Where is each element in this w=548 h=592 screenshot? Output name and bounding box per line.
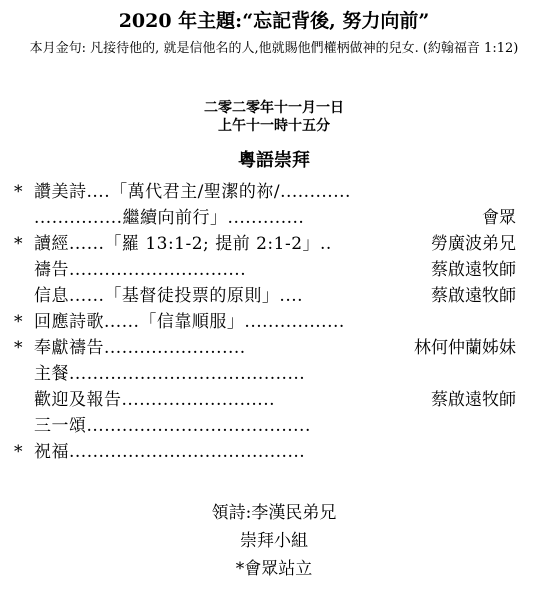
worship-team: 崇拜小組 bbox=[240, 531, 308, 551]
program-item: 歡迎及報告.......................... bbox=[34, 390, 275, 410]
standing-marker: * bbox=[14, 234, 23, 254]
program-row bbox=[0, 310, 548, 334]
monthly-verse: 本月金句: 凡接待他的, 就是信他名的人,他就賜他們權柄做神的兒女. (約翰福音 1:12) bbox=[29, 41, 519, 56]
standing-marker: * bbox=[14, 338, 23, 358]
program-item: 主餐........................................ bbox=[34, 364, 306, 384]
program-person: 會眾 bbox=[482, 208, 516, 228]
program-person: 林何仲蘭姊妹 bbox=[414, 338, 516, 358]
theme-title: 2020 年主題:“忘記背後, 努力向前” bbox=[118, 10, 430, 32]
program-person: 蔡啟遠牧師 bbox=[431, 286, 516, 306]
program-person: 蔡啟遠牧師 bbox=[431, 260, 516, 280]
program-row bbox=[0, 388, 548, 412]
standing-marker: * bbox=[14, 182, 23, 202]
program-person: 蔡啟遠牧師 bbox=[431, 390, 516, 410]
program-item: 讀經......「羅 13:1-2; 提前 2:1-2」.. bbox=[34, 234, 332, 254]
program-person: 勞廣波弟兄 bbox=[431, 234, 516, 254]
program-row bbox=[0, 440, 548, 464]
program-item: 三一頌...................................... bbox=[34, 416, 311, 436]
standing-marker: * bbox=[14, 312, 23, 332]
standing-note: *會眾站立 bbox=[235, 559, 313, 579]
program-item: 禱告.............................. bbox=[34, 260, 247, 280]
program-item: 奉獻禱告........................ bbox=[34, 338, 246, 358]
service-time: 上午十一時十五分 bbox=[218, 118, 330, 134]
program-row bbox=[0, 336, 548, 360]
program-item: ...............繼續向前行」............. bbox=[34, 208, 305, 228]
service-date: 二零二零年十一月一日 bbox=[204, 100, 344, 116]
program-row bbox=[0, 362, 548, 386]
service-name: 粵語崇拜 bbox=[238, 150, 310, 171]
standing-marker: * bbox=[14, 442, 23, 462]
program-row bbox=[0, 232, 548, 256]
program-item: 信息......「基督徒投票的原則」.... bbox=[34, 286, 304, 306]
program-row bbox=[0, 258, 548, 282]
program-row bbox=[0, 206, 548, 230]
song-leader: 領詩:李漢民弟兄 bbox=[211, 503, 337, 523]
program-row bbox=[0, 414, 548, 438]
program-row bbox=[0, 180, 548, 204]
program-item: 回應詩歌......「信靠順服」................. bbox=[34, 312, 345, 332]
program-row bbox=[0, 284, 548, 308]
program-item: 祝福........................................ bbox=[34, 442, 306, 462]
program-item: 讚美詩....「萬代君主/聖潔的祢/............ bbox=[34, 182, 351, 202]
